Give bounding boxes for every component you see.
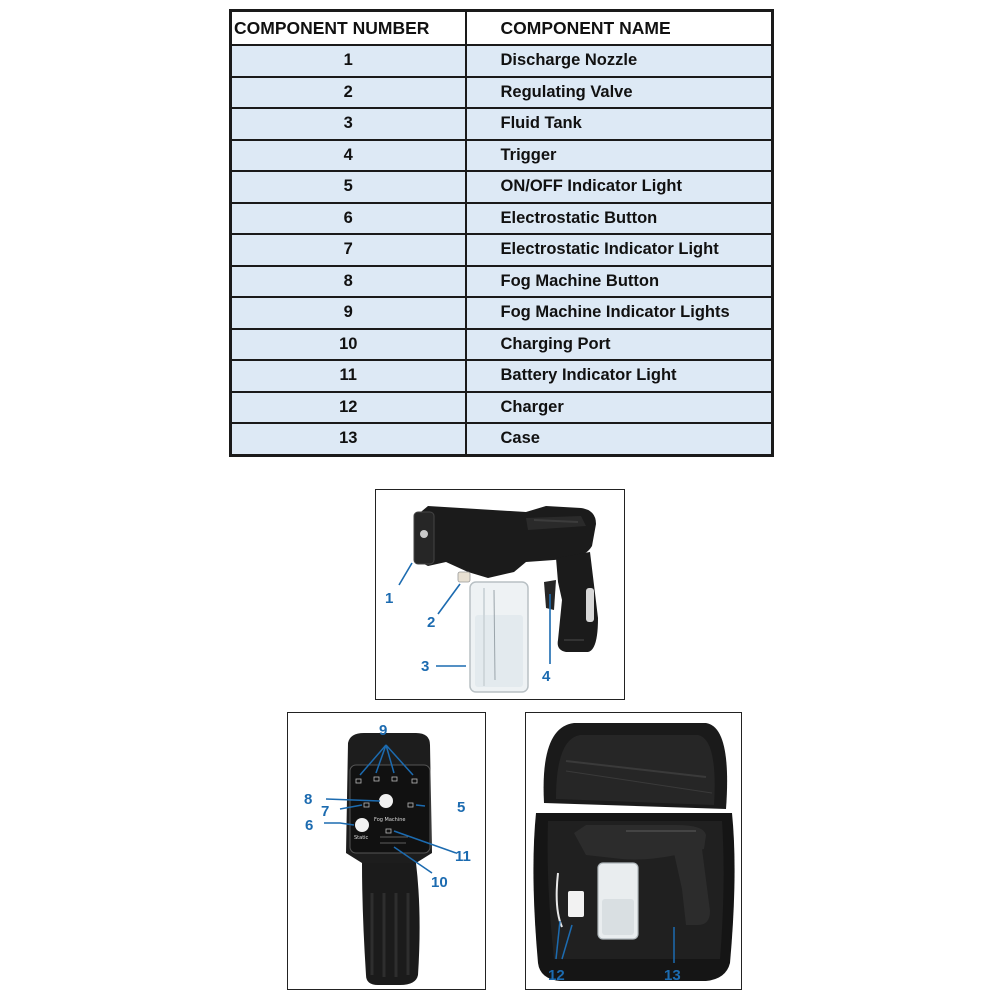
table-row — [231, 423, 773, 455]
case-illustration — [526, 713, 741, 989]
callout-3: 3 — [421, 658, 430, 675]
cell-number: 9 — [231, 297, 466, 329]
table-row — [231, 266, 773, 298]
cell-number: 10 — [231, 329, 466, 361]
cell-name: Battery Indicator Light — [466, 360, 773, 392]
cell-number: 7 — [231, 234, 466, 266]
component-table — [229, 9, 774, 457]
cell-number: 4 — [231, 140, 466, 172]
header-component-name: COMPONENT NAME — [466, 11, 773, 46]
cell-name: Electrostatic Button — [466, 203, 773, 235]
table-row — [231, 297, 773, 329]
table-body — [231, 45, 773, 455]
cell-number: 11 — [231, 360, 466, 392]
table-row — [231, 234, 773, 266]
cell-name: Discharge Nozzle — [466, 45, 773, 77]
table-row — [231, 360, 773, 392]
callout-11: 11 — [455, 848, 471, 865]
callout-6: 6 — [305, 817, 314, 834]
cell-name: Charger — [466, 392, 773, 424]
callout-8: 8 — [304, 791, 313, 808]
callout-2: 2 — [427, 614, 436, 631]
sprayer-photo — [375, 489, 625, 700]
cell-number: 13 — [231, 423, 466, 455]
table-row — [231, 329, 773, 361]
electrostatic-button-icon — [355, 818, 369, 832]
control-panel-illustration — [288, 713, 485, 989]
cell-name: Electrostatic Indicator Light — [466, 234, 773, 266]
callout-13: 13 — [664, 967, 681, 984]
fog-machine-button-icon — [379, 794, 393, 808]
cell-name: Fluid Tank — [466, 108, 773, 140]
table-row — [231, 171, 773, 203]
callout-7: 7 — [321, 803, 330, 820]
table-row — [231, 140, 773, 172]
cell-number: 6 — [231, 203, 466, 235]
callout-1: 1 — [385, 590, 394, 607]
cell-name: ON/OFF Indicator Light — [466, 171, 773, 203]
table-row — [231, 108, 773, 140]
panel-fog-label: Fog Machine — [374, 817, 406, 823]
header-component-number: COMPONENT NUMBER — [231, 11, 466, 46]
table-row — [231, 45, 773, 77]
callout-10: 10 — [431, 874, 448, 891]
panel-static-label: Static — [354, 835, 369, 841]
cell-number: 12 — [231, 392, 466, 424]
cell-name: Fog Machine Indicator Lights — [466, 297, 773, 329]
cell-name: Charging Port — [466, 329, 773, 361]
sprayer-illustration — [376, 490, 624, 699]
cell-number: 3 — [231, 108, 466, 140]
cell-number: 1 — [231, 45, 466, 77]
callout-4: 4 — [542, 668, 551, 685]
callout-9: 9 — [379, 722, 388, 739]
callout-5: 5 — [457, 799, 466, 816]
table-row — [231, 203, 773, 235]
control-panel-photo — [287, 712, 486, 990]
table-row — [231, 77, 773, 109]
cell-name: Regulating Valve — [466, 77, 773, 109]
callout-12: 12 — [548, 967, 565, 984]
cell-number: 2 — [231, 77, 466, 109]
carry-case-image — [533, 723, 734, 981]
cell-number: 5 — [231, 171, 466, 203]
case-photo — [525, 712, 742, 990]
fluid-tank-image — [470, 582, 528, 692]
cell-name: Case — [466, 423, 773, 455]
cell-number: 8 — [231, 266, 466, 298]
cell-name: Trigger — [466, 140, 773, 172]
table-header-row — [231, 11, 773, 46]
cell-name: Fog Machine Button — [466, 266, 773, 298]
table-row — [231, 392, 773, 424]
